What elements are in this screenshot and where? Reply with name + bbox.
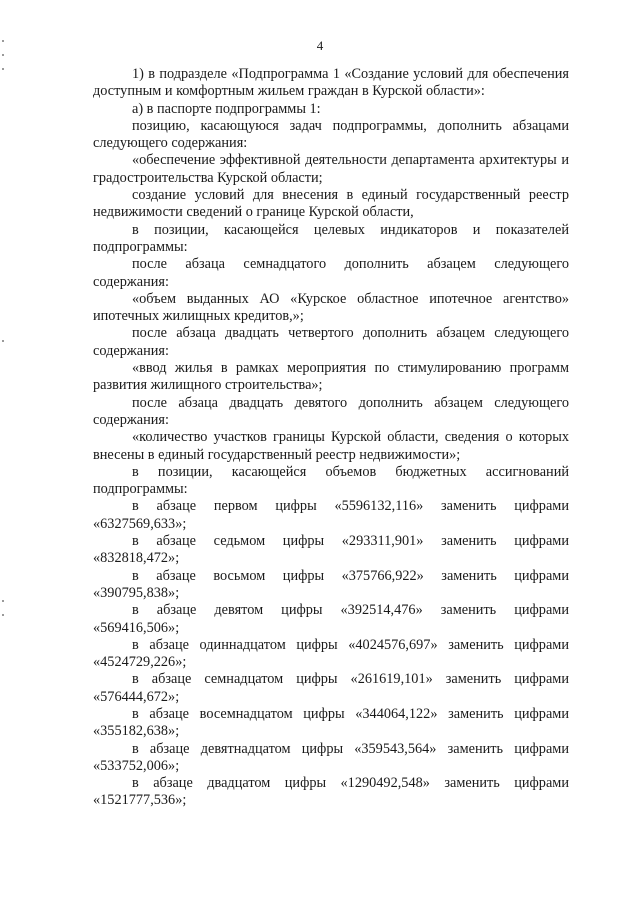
paragraph: 1) в подразделе «Подпрограмма 1 «Создание условий для обеспечения доступным и комфортным жильем граждан в Курской области»: xyxy=(93,66,569,100)
document-body xyxy=(93,66,569,810)
paragraph: в абзаце двадцатом цифры «1290492,548» заменить цифрами «1521777,536»; xyxy=(93,775,569,809)
paragraph: «количество участков границы Курской области, сведения о которых внесены в единый государственный реестр недвижимости»; xyxy=(93,429,569,463)
scan-margin-marks xyxy=(2,40,8,620)
paragraph: в абзаце девятом цифры «392514,476» заменить цифрами «569416,506»; xyxy=(93,602,569,636)
paragraph: позицию, касающуюся задач подпрограммы, дополнить абзацами следующего содержания: xyxy=(93,117,569,152)
paragraph: в абзаце восемнадцатом цифры «344064,122» заменить цифрами «355182,638»; xyxy=(93,705,569,740)
paragraph: после абзаца двадцать четвертого дополнить абзацем следующего содержания: xyxy=(93,325,569,359)
paragraph: в позиции, касающейся целевых индикаторов и показателей подпрограммы: xyxy=(93,221,569,255)
paragraph: создание условий для внесения в единый государственный реестр недвижимости сведений о границе Курской области, xyxy=(93,187,569,221)
paragraph: «ввод жилья в рамках мероприятия по стимулированию программ развития жилищного строительства»; xyxy=(93,360,569,394)
paragraph: в абзаце девятнадцатом цифры «359543,564» заменить цифрами «533752,006»; xyxy=(93,740,569,774)
paragraph: в позиции, касающейся объемов бюджетных ассигнований подпрограммы: xyxy=(93,463,569,498)
paragraph: после абзаца двадцать девятого дополнить абзацем следующего содержания: xyxy=(93,394,569,428)
paragraph: «обеспечение эффективной деятельности департамента архитектуры и градостроительства Курской области; xyxy=(93,152,569,186)
page-number: 4 xyxy=(316,38,324,53)
paragraph: в абзаце семнадцатом цифры «261619,101» заменить цифрами «576444,672»; xyxy=(93,671,569,705)
paragraph: в абзаце первом цифры «5596132,116» заменить цифрами «6327569,633»; xyxy=(93,498,569,532)
paragraph: после абзаца семнадцатого дополнить абзацем следующего содержания: xyxy=(93,256,569,290)
paragraph: в абзаце восьмом цифры «375766,922» заменить цифрами «390795,838»; xyxy=(93,567,569,601)
paragraph: а) в паспорте подпрограммы 1: xyxy=(132,100,321,117)
paragraph: в абзаце одиннадцатом цифры «4024576,697» заменить цифрами «4524729,226»; xyxy=(93,636,569,671)
paragraph: в абзаце седьмом цифры «293311,901» заменить цифрами «832818,472»; xyxy=(93,533,569,567)
paragraph: «объем выданных АО «Курское областное ипотечное агентство» ипотечных жилищных кредитов,»; xyxy=(93,290,569,325)
